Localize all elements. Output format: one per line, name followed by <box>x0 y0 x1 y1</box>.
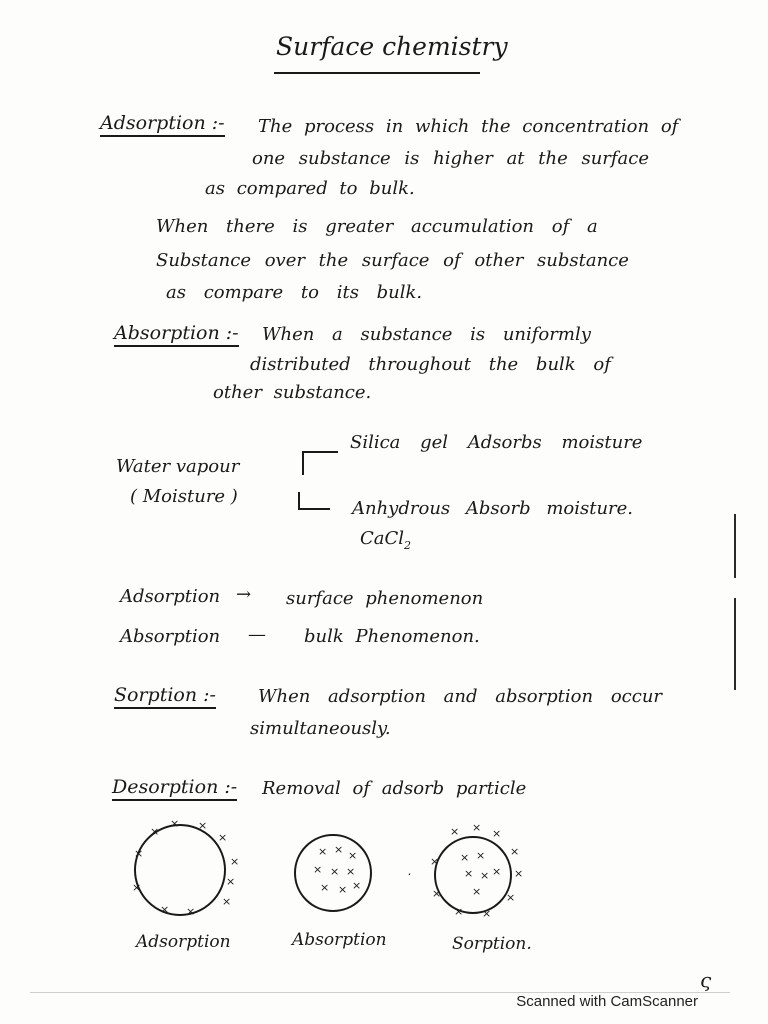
svg-text:×: × <box>450 825 460 838</box>
absorption-line-1: When a substance is uniformly <box>262 324 591 345</box>
title-underline <box>274 72 480 74</box>
phenomenon-row-1-term: Adsorption <box>120 586 221 607</box>
cacl2-formula: CaCl$_2$ <box>360 528 412 552</box>
svg-text:×: × <box>430 855 440 868</box>
water-vapour-label: Water vapour <box>116 456 240 477</box>
sorption-line-2: simultaneously. <box>250 718 391 739</box>
sorption-diagrams <box>120 815 720 930</box>
svg-text:×: × <box>432 887 442 900</box>
adsorption-line-6: as compare to its bulk. <box>166 282 423 303</box>
adsorption-line-5: Substance over the surface of other substance <box>156 250 629 271</box>
svg-text:×: × <box>170 817 180 830</box>
svg-text:×: × <box>506 891 516 904</box>
phenomenon-row-1-def: surface phenomenon <box>286 588 484 609</box>
svg-text:×: × <box>514 867 524 880</box>
svg-text:×: × <box>482 907 492 920</box>
page-edge-mark <box>734 514 736 578</box>
svg-text:×: × <box>472 821 482 834</box>
adsorption-line-2: one substance is higher at the surface <box>252 148 650 169</box>
bracket-top-stem <box>302 451 304 475</box>
svg-text:×: × <box>492 827 502 840</box>
adsorption-line-3: as compared to bulk. <box>205 178 415 199</box>
svg-text:×: × <box>476 849 486 862</box>
moisture-label: ( Moisture ) <box>130 486 238 507</box>
adsorption-line-1: The process in which the concentration of <box>258 116 679 137</box>
bracket-bottom-arm <box>298 508 330 510</box>
absorption-line-2: distributed throughout the bulk of <box>250 354 611 375</box>
page-edge-mark <box>734 598 736 690</box>
adsorption-heading: Adsorption :- <box>100 112 225 134</box>
page-title: Surface chemistry <box>276 32 508 61</box>
svg-text:×: × <box>320 881 330 894</box>
anhydrous-branch: Anhydrous Absorb moisture. <box>352 498 634 519</box>
svg-text:×: × <box>330 865 340 878</box>
svg-text:×: × <box>150 825 160 838</box>
bracket-top-arm <box>302 451 338 453</box>
svg-text:×: × <box>134 847 144 860</box>
desorption-line-1: Removal of adsorb particle <box>262 778 527 799</box>
phenomenon-row-2-def: bulk Phenomenon. <box>304 626 480 647</box>
absorption-heading: Absorption :- <box>114 322 239 344</box>
absorption-bulk-marks <box>313 843 361 896</box>
svg-text:×: × <box>334 843 344 856</box>
svg-text:×: × <box>338 883 348 896</box>
sorption-heading: Sorption :- <box>114 684 216 706</box>
caption-sorption: Sorption. <box>452 934 532 954</box>
page-mark: ς <box>700 968 712 992</box>
svg-text:×: × <box>464 867 474 880</box>
svg-text:×: × <box>510 845 520 858</box>
svg-text:×: × <box>230 855 240 868</box>
svg-text:×: × <box>492 865 502 878</box>
silica-gel-branch: Silica gel Adsorbs moisture <box>350 432 643 453</box>
svg-text:×: × <box>313 863 323 876</box>
svg-text:×: × <box>480 869 490 882</box>
svg-text:×: × <box>346 865 356 878</box>
adsorption-line-4: When there is greater accumulation of a <box>156 216 598 237</box>
svg-text:×: × <box>186 905 196 918</box>
svg-text:×: × <box>218 831 228 844</box>
svg-text:.: . <box>408 864 412 878</box>
svg-text:×: × <box>132 881 142 894</box>
svg-text:×: × <box>472 885 482 898</box>
svg-text:×: × <box>222 895 232 908</box>
camscanner-watermark: Scanned with CamScanner <box>516 993 698 1010</box>
svg-text:×: × <box>226 875 236 888</box>
adsorption-circle-diagram <box>135 825 228 915</box>
dash-icon: — <box>248 624 266 645</box>
arrow-icon: → <box>236 584 252 605</box>
caption-absorption: Absorption <box>292 930 387 950</box>
svg-text:×: × <box>352 879 362 892</box>
svg-text:×: × <box>160 903 170 916</box>
svg-text:×: × <box>198 819 208 832</box>
svg-text:×: × <box>318 845 328 858</box>
svg-text:×: × <box>348 849 358 862</box>
svg-text:×: × <box>460 851 470 864</box>
desorption-heading: Desorption :- <box>112 776 237 798</box>
phenomenon-row-2-term: Absorption <box>120 626 221 647</box>
sorption-line-1: When adsorption and absorption occur <box>258 686 663 707</box>
sorption-marks <box>430 821 523 920</box>
caption-adsorption: Adsorption <box>136 932 231 952</box>
svg-text:×: × <box>454 905 464 918</box>
absorption-line-3: other substance. <box>213 382 372 403</box>
